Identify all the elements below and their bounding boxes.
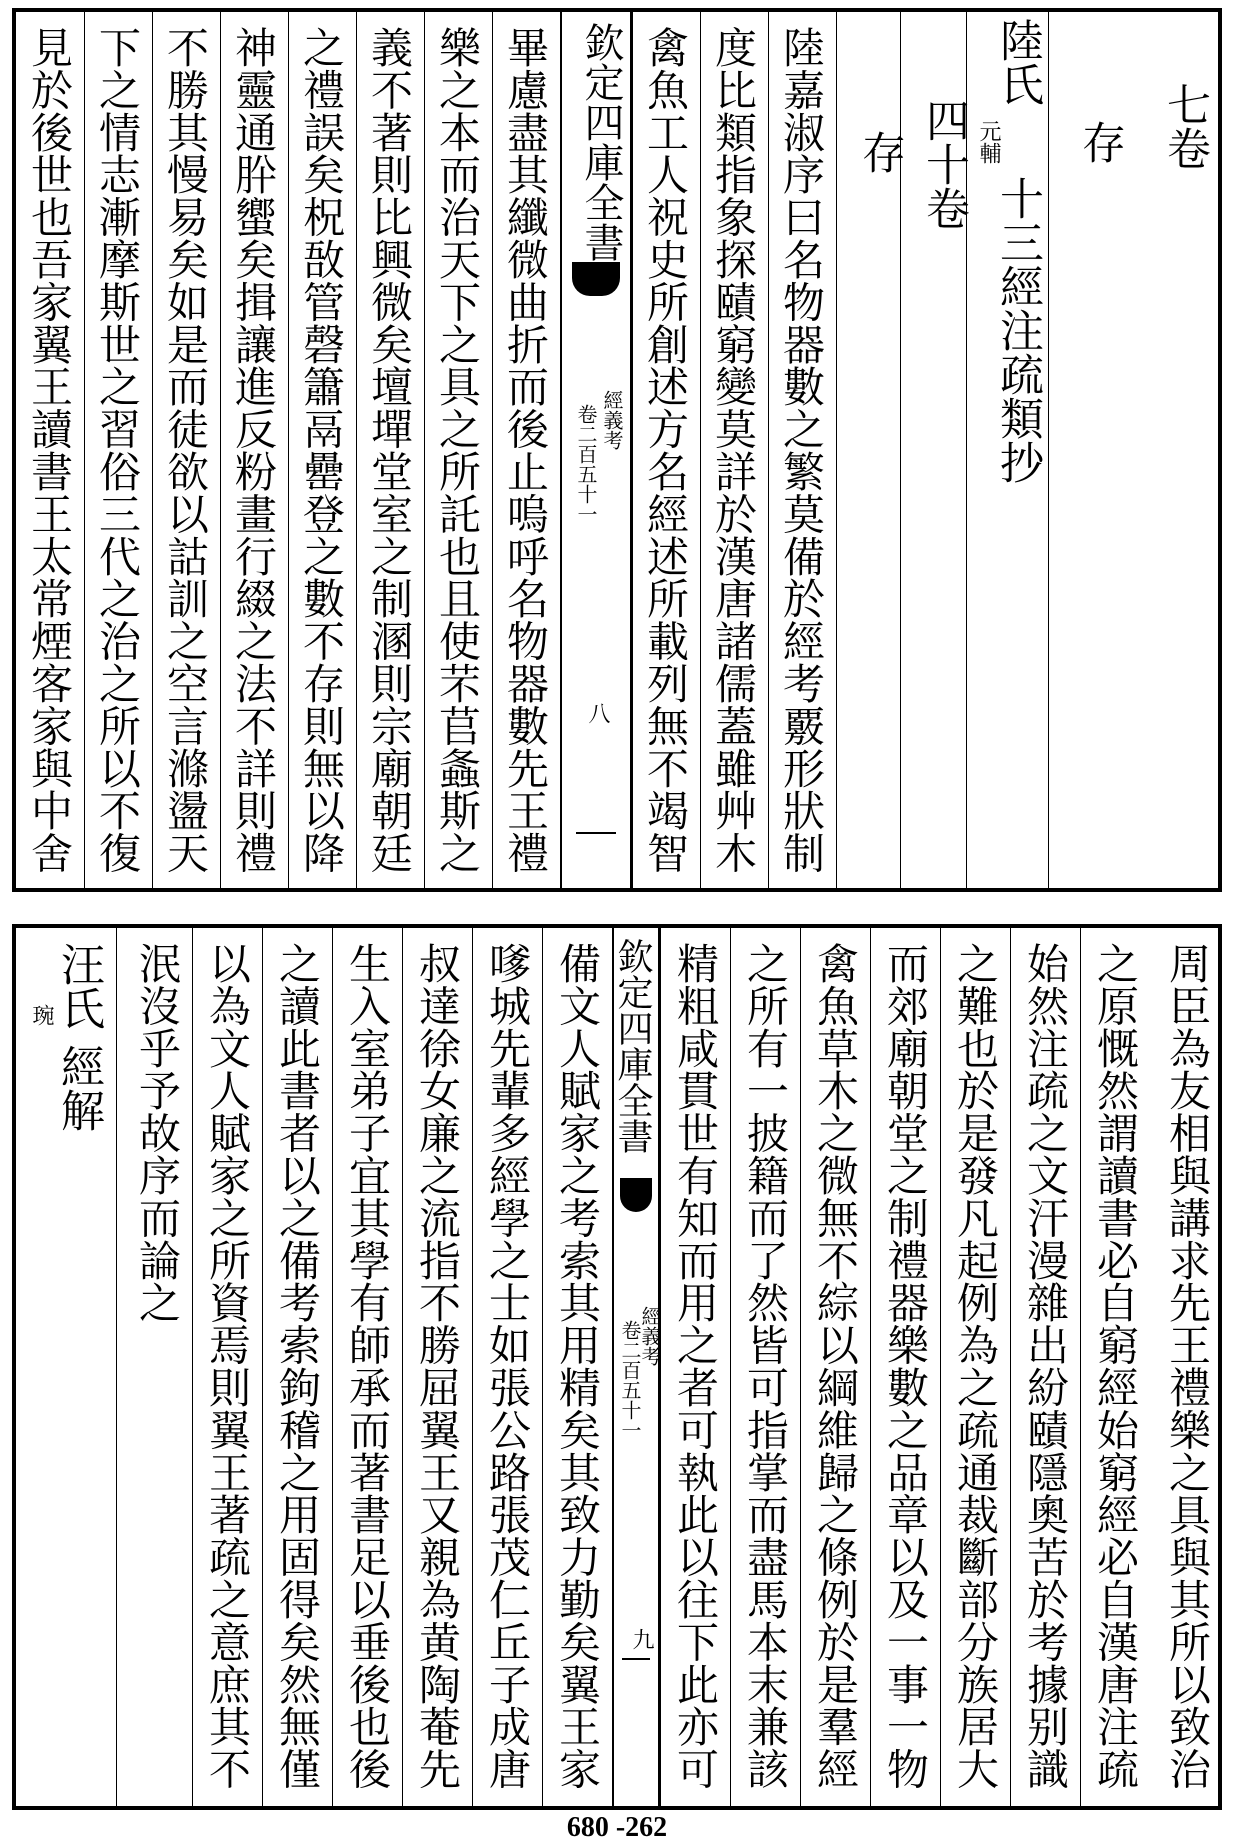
column-entry-title <box>16 928 116 1806</box>
leaf-number: 九 <box>629 1628 654 1650</box>
spine-volume: 卷二百五十一 <box>618 1320 642 1440</box>
top-page-panel <box>12 8 1222 892</box>
text-column: 下之情志漸摩斯世之習俗三代之治之所以不復 <box>84 12 152 888</box>
text-column: 之讀此書者以之備考索鉤稽之用固得矣然無僅 <box>262 928 332 1806</box>
text-column: 精粗咸貫世有知而用之者可執此以往下此亦可 <box>660 928 730 1806</box>
column-status-2 <box>836 12 905 888</box>
author-given-name: 元輔 <box>976 120 1001 164</box>
text-column: 神靈通肸蠁矣揖讓進反粉畫行綴之法不詳則禮 <box>220 12 288 888</box>
series-title: 欽定四庫全書 <box>578 22 624 262</box>
text-column: 畢慮盡其纖微曲折而後止嗚呼名物器數先王禮 <box>492 12 560 888</box>
center-spine <box>560 12 632 888</box>
fish-tail-mark <box>572 262 620 296</box>
text-column: 陸嘉淑序曰名物器數之繁莫備於經考覈形狀制 <box>768 12 836 888</box>
text-column: 備文人賦家之考索其用精矣其致力勤矣翼王家 <box>542 928 612 1806</box>
author-given-name: 琬 <box>29 1004 54 1026</box>
page-number: 680 -262 <box>566 1812 668 1843</box>
spine-volume: 卷二百五十一 <box>574 404 598 524</box>
text-column: 叔達徐女廉之流指不勝屈翼王又親為黄陶菴先 <box>402 928 472 1806</box>
text-column: 周臣為友相與講求先王禮樂之具與其所以致治 <box>1163 942 1212 1790</box>
text-column: 度比類指象探賾窮變莫詳於漢唐諸儒蓋雖艸木 <box>700 12 768 888</box>
text-column: 之所有一披籍而了然皆可指掌而盡馬本末兼該 <box>730 928 800 1806</box>
text-column: 樂之本而治天下之具之所託也且使芣苢螽斯之 <box>424 12 492 888</box>
spine-section-title: 經義考 <box>600 390 624 450</box>
center-spine <box>612 928 660 1806</box>
text-column: 禽魚草木之微無不綜以綱維歸之條例於是羣經 <box>800 928 870 1806</box>
text-column: 嗲城先輩多經學之士如張公路張茂仁丘子成唐 <box>472 928 542 1806</box>
text-column: 不勝其慢易矣如是而徒欲以詁訓之空言滌盪天 <box>152 12 220 888</box>
spine-bottom-mark <box>622 1658 650 1660</box>
volume-count-text: 七卷 <box>1159 82 1210 170</box>
text-column: 禽魚工人祝史所創述方名經述所載列無不竭智 <box>632 12 700 888</box>
text-column: 之禮誤矣柷敔管磬簫鬲罍登之數不存則無以降 <box>288 12 356 888</box>
author-name: 陸氏 <box>992 18 1043 106</box>
volume-count-text-2: 四十卷 <box>918 98 969 230</box>
leaf-number: 八 <box>585 702 610 724</box>
column-entry-title <box>966 12 1048 888</box>
text-column: 而郊廟朝堂之制禮器樂數之品章以及一事一物 <box>870 928 940 1806</box>
text-column: 見於後世也吾家翼王讀書王太常煙客家與中舍 <box>25 26 74 874</box>
bottom-page-panel <box>12 924 1222 1810</box>
column-status <box>1048 12 1128 888</box>
book-title: 經解 <box>53 1044 104 1132</box>
text-column: 泯沒乎予故序而論之 <box>116 928 192 1806</box>
author-name: 汪氏 <box>53 942 104 1030</box>
spine-bottom-mark <box>576 832 616 834</box>
book-title: 十三經注疏類抄 <box>992 176 1043 484</box>
text-column: 始然注疏之文汗漫雜出紛賾隱奧苦於考據别識 <box>1010 928 1080 1806</box>
series-title: 欽定四庫全書 <box>612 938 653 1154</box>
fish-tail-mark <box>620 1178 652 1212</box>
text-column: 之難也於是發凡起例為之疏通裁斷部分族居大 <box>940 928 1010 1806</box>
status-text: 存 <box>1074 120 1125 164</box>
column-juan-count <box>1128 12 1222 888</box>
text-column: 以為文人賦家之所資焉則翼王著疏之意庶其不 <box>192 928 262 1806</box>
status-text-2: 存 <box>854 130 905 174</box>
spine-section-title: 經義考 <box>638 1306 662 1366</box>
text-column: 生入室弟子宜其學有師承而著書足以垂後也後 <box>332 928 402 1806</box>
text-column: 義不著則比興微矣壇墠堂室之制溷則宗廟朝廷 <box>356 12 424 888</box>
text-column: 之原慨然謂讀書必自窮經始窮經必自漢唐注疏 <box>1080 928 1150 1806</box>
